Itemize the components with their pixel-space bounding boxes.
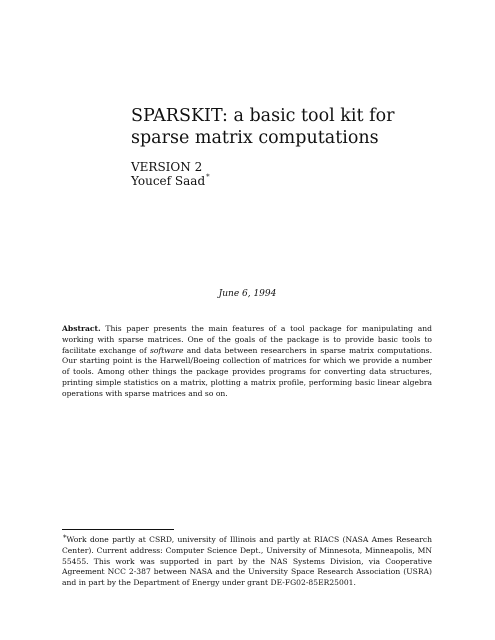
footnote-text: Work done partly at CSRD, university of Illinois and partly at RIACS (NASA Ames Research Center). Current address: Computer Science Dept., University of Minnesota, Minneapolis, MN 55455. This work was supported in part by the NAS Systems Division, via Cooperative Agreement NCC 2-387 between NASA and the University Space Research Association (USRA) and in part by the Department of Energy under grant DE-FG02-85ER25001. bbox=[62, 535, 432, 588]
title-line-1: SPARSKIT: a basic tool kit for bbox=[131, 106, 395, 126]
footnote-mark: * bbox=[63, 534, 67, 542]
publication-date: June 6, 1994 bbox=[218, 289, 277, 299]
abstract bbox=[62, 324, 432, 400]
footnote bbox=[62, 535, 432, 589]
version-label: VERSION 2 bbox=[131, 160, 203, 174]
abstract-emphasis: software bbox=[149, 345, 184, 355]
title-line-2: sparse matrix computations bbox=[131, 128, 379, 148]
author-name: Youcef Saad bbox=[131, 174, 206, 188]
author-footnote-mark: * bbox=[206, 173, 210, 181]
abstract-text-1: This paper presents the main features of a tool package for manipulating and working with sparse matrices. One of the goals of the package is to provide basic tools to facilitate exchange of bbox=[62, 324, 432, 355]
abstract-label: Abstract. bbox=[62, 324, 101, 333]
footnote-rule bbox=[62, 529, 174, 530]
abstract-text-2: and data between researchers in sparse matrix computations. Our starting point is the Harwell/Boeing collection of matrices for which we provide a number of tools. Among other things the package provides programs for converting data structures, printing simple statistics on a matrix, plotting a matrix profile, performing basic linear algebra operations with sparse matrices and so on. bbox=[62, 345, 432, 398]
author-line bbox=[131, 174, 210, 188]
